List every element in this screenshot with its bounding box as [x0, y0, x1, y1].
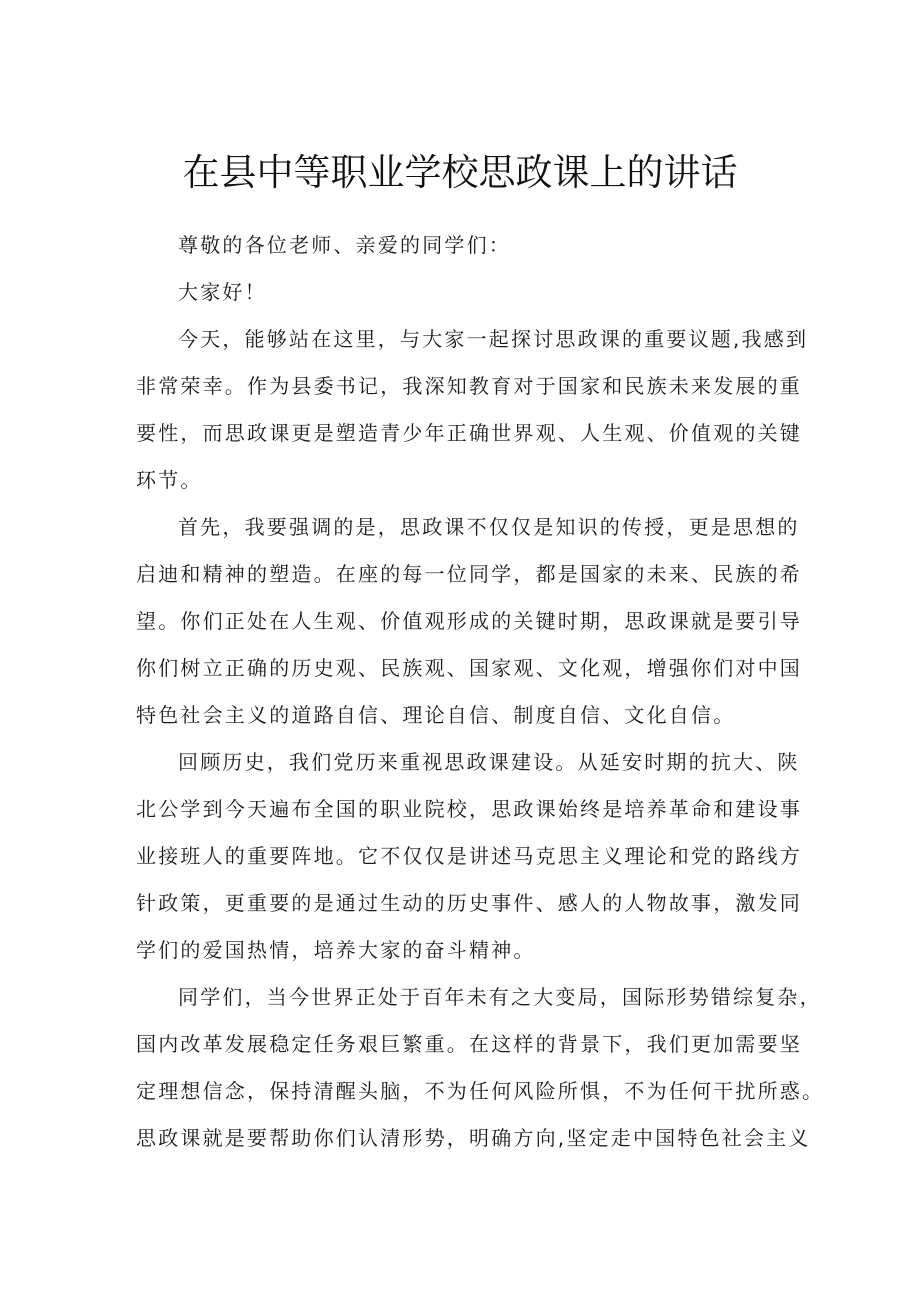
- document-body: [136, 222, 825, 1162]
- paragraph-3-line-1: 回顾历史，我们党历来重视思政课建设。从延安时期的抗大、陕: [178, 750, 800, 774]
- paragraph-1-line-2: 非常荣幸。作为县委书记，我深知教育对于国家和民族未来发展的重: [136, 374, 802, 398]
- paragraph-2-line-2: 启迪和精神的塑造。在座的每一位同学，都是国家的未来、民族的希: [136, 562, 802, 586]
- paragraph-3-line-3: 业接班人的重要阵地。它不仅仅是讲述马克思主义理论和党的路线方: [136, 844, 802, 868]
- paragraph-3-line-4: 针政策，更重要的是通过生动的历史事件、感人的人物故事，激发同: [136, 891, 802, 915]
- paragraph-2-line-5: 特色社会主义的道路自信、理论自信、制度自信、文化自信。: [136, 703, 736, 727]
- paragraph-4-line-2: 国内改革发展稳定任务艰巨繁重。在这样的背景下，我们更加需要坚: [136, 1032, 802, 1056]
- paragraph-3-line-2: 北公学到今天遍布全国的职业院校，思政课始终是培养革命和建设事: [136, 797, 802, 821]
- paragraph-4-line-3: 定理想信念，保持清醒头脑，不为任何风险所惧，不为任何干扰所惑。: [136, 1079, 825, 1103]
- paragraph-3-line-5: 学们的爱国热情，培养大家的奋斗精神。: [136, 938, 536, 962]
- greeting-line: 大家好！: [178, 280, 267, 304]
- paragraph-4-line-4: 思政课就是要帮助你们认清形势，明确方向,坚定走中国特色社会主义: [136, 1126, 811, 1150]
- paragraph-2-line-4: 你们树立正确的历史观、民族观、国家观、文化观，增强你们对中国: [136, 656, 802, 680]
- paragraph-2-line-3: 望。你们正处在人生观、价值观形成的关键时期，思政课就是要引导: [136, 609, 802, 633]
- document-title: 在县中等职业学校思政课上的讲话: [182, 151, 738, 194]
- paragraph-1-line-4: 环节。: [136, 468, 203, 492]
- paragraph-4-line-1: 同学们，当今世界正处于百年未有之大变局，国际形势错综复杂，: [178, 985, 822, 1009]
- paragraph-1-line-3: 要性，而思政课更是塑造青少年正确世界观、人生观、价值观的关键: [136, 421, 802, 445]
- paragraph-2-line-1: 首先，我要强调的是，思政课不仅仅是知识的传授，更是思想的: [178, 515, 800, 539]
- salutation-line: 尊敬的各位老师、亲爱的同学们：: [178, 233, 511, 257]
- paragraph-1-line-1: 今天，能够站在这里，与大家一起探讨思政课的重要议题,我感到: [178, 327, 809, 351]
